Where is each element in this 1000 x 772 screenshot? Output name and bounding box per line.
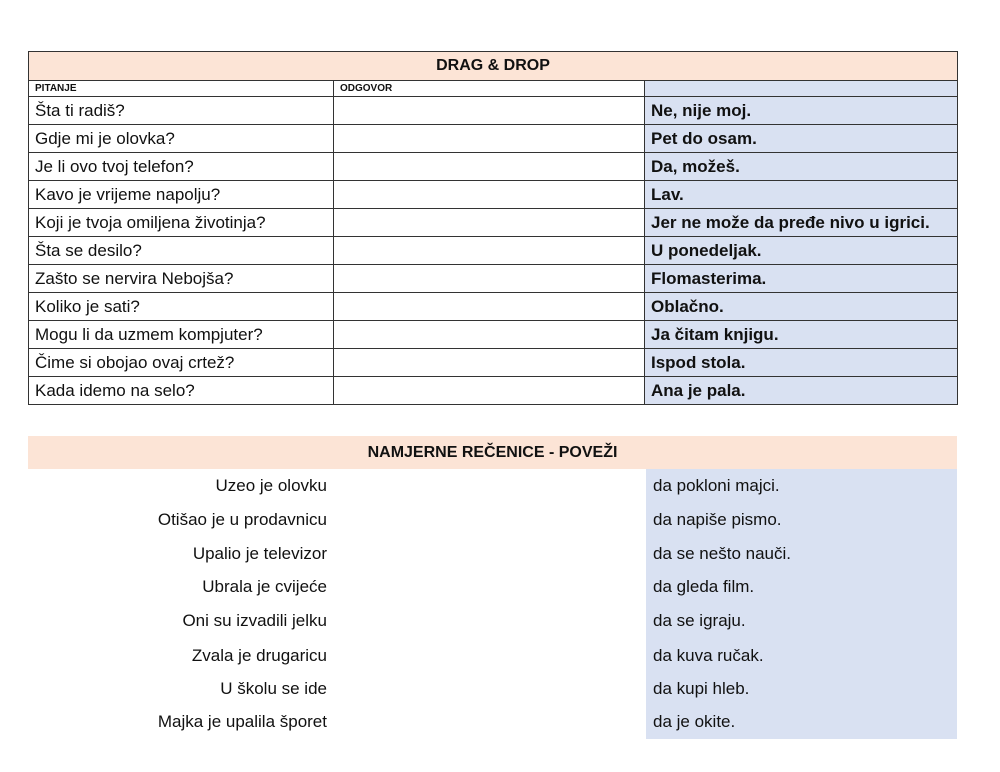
list-item (28, 705, 957, 739)
drop-cell[interactable] (334, 237, 645, 265)
table-header-row (29, 81, 958, 97)
sentence-end[interactable]: da se nešto nauči. (653, 544, 791, 563)
question-cell: Kada idemo na selo? (29, 377, 334, 405)
drop-cell[interactable] (334, 293, 645, 321)
question-cell: Šta se desilo? (29, 237, 334, 265)
drop-cell[interactable] (334, 181, 645, 209)
sentence-end[interactable]: da napiše pismo. (653, 510, 782, 529)
question-cell: Gdje mi je olovka? (29, 125, 334, 153)
answer-cell[interactable]: Ana je pala. (645, 377, 958, 405)
question-cell: Koliko je sati? (29, 293, 334, 321)
list-item (28, 503, 957, 537)
answer-cell[interactable]: Oblačno. (645, 293, 958, 321)
drop-cell[interactable] (334, 97, 645, 125)
sentence-end[interactable]: da se igraju. (653, 611, 746, 630)
table-row (29, 237, 958, 265)
drop-cell[interactable] (334, 209, 645, 237)
drop-cell[interactable] (334, 125, 645, 153)
drag-drop-table (28, 51, 958, 405)
section-title: NAMJERNE REČENICE - POVEŽI (28, 436, 957, 469)
table-row (29, 321, 958, 349)
table-row (29, 349, 958, 377)
drop-cell[interactable] (334, 265, 645, 293)
header-answers (645, 81, 958, 97)
list-item (28, 639, 957, 673)
question-cell: Zašto se nervira Nebojša? (29, 265, 334, 293)
sentence-start: Uzeo je olovku (215, 476, 327, 495)
sentence-start: Ubrala je cvijeće (202, 577, 327, 596)
question-cell: Čime si obojao ovaj crtež? (29, 349, 334, 377)
sentence-end[interactable]: da je okite. (653, 712, 736, 731)
answer-cell[interactable]: Flomasterima. (645, 265, 958, 293)
question-cell: Mogu li da uzmem kompjuter? (29, 321, 334, 349)
sentence-end[interactable]: da kupi hleb. (653, 679, 750, 698)
drop-cell[interactable] (334, 153, 645, 181)
question-cell: Kavo je vrijeme napolju? (29, 181, 334, 209)
table-title: DRAG & DROP (29, 52, 958, 81)
answer-cell[interactable]: Ne, nije moj. (645, 97, 958, 125)
table-row (29, 181, 958, 209)
sentence-start: Majka je upalila šporet (157, 712, 327, 731)
question-cell: Je li ovo tvoj telefon? (29, 153, 334, 181)
table-row (29, 265, 958, 293)
answer-cell[interactable]: Jer ne može da pređe nivo u igrici. (645, 209, 958, 237)
sentence-end[interactable]: da pokloni majci. (653, 476, 780, 495)
sentence-start: Upalio je televizor (192, 544, 327, 563)
answer-cell[interactable]: Ja čitam knjigu. (645, 321, 958, 349)
list-item (28, 570, 957, 604)
list-item (28, 604, 957, 638)
answer-cell[interactable]: Lav. (645, 181, 958, 209)
table-row (29, 209, 958, 237)
sentence-start: Zvala je drugaricu (191, 646, 327, 665)
drop-cell[interactable] (334, 377, 645, 405)
question-cell: Šta ti radiš? (29, 97, 334, 125)
list-item (28, 672, 957, 706)
list-item (28, 537, 957, 571)
question-cell: Koji je tvoja omiljena životinja? (29, 209, 334, 237)
sentence-start: Oni su izvadili jelku (182, 611, 327, 630)
drop-cell[interactable] (334, 321, 645, 349)
sentence-end[interactable]: da gleda film. (653, 577, 755, 596)
header-odgovor: ODGOVOR (334, 81, 645, 97)
sentence-end[interactable]: da kuva ručak. (653, 646, 764, 665)
table-row (29, 293, 958, 321)
table-row (29, 153, 958, 181)
answer-cell[interactable]: Pet do osam. (645, 125, 958, 153)
answer-cell[interactable]: Da, možeš. (645, 153, 958, 181)
answer-cell[interactable]: Ispod stola. (645, 349, 958, 377)
list-item (28, 469, 957, 503)
table-row (29, 377, 958, 405)
table-row (29, 97, 958, 125)
answer-cell[interactable]: U ponedeljak. (645, 237, 958, 265)
sentence-start: U školu se ide (220, 679, 327, 698)
drop-cell[interactable] (334, 349, 645, 377)
header-pitanje: PITANJE (29, 81, 334, 97)
table-row (29, 125, 958, 153)
sentence-start: Otišao je u prodavnicu (157, 510, 327, 529)
